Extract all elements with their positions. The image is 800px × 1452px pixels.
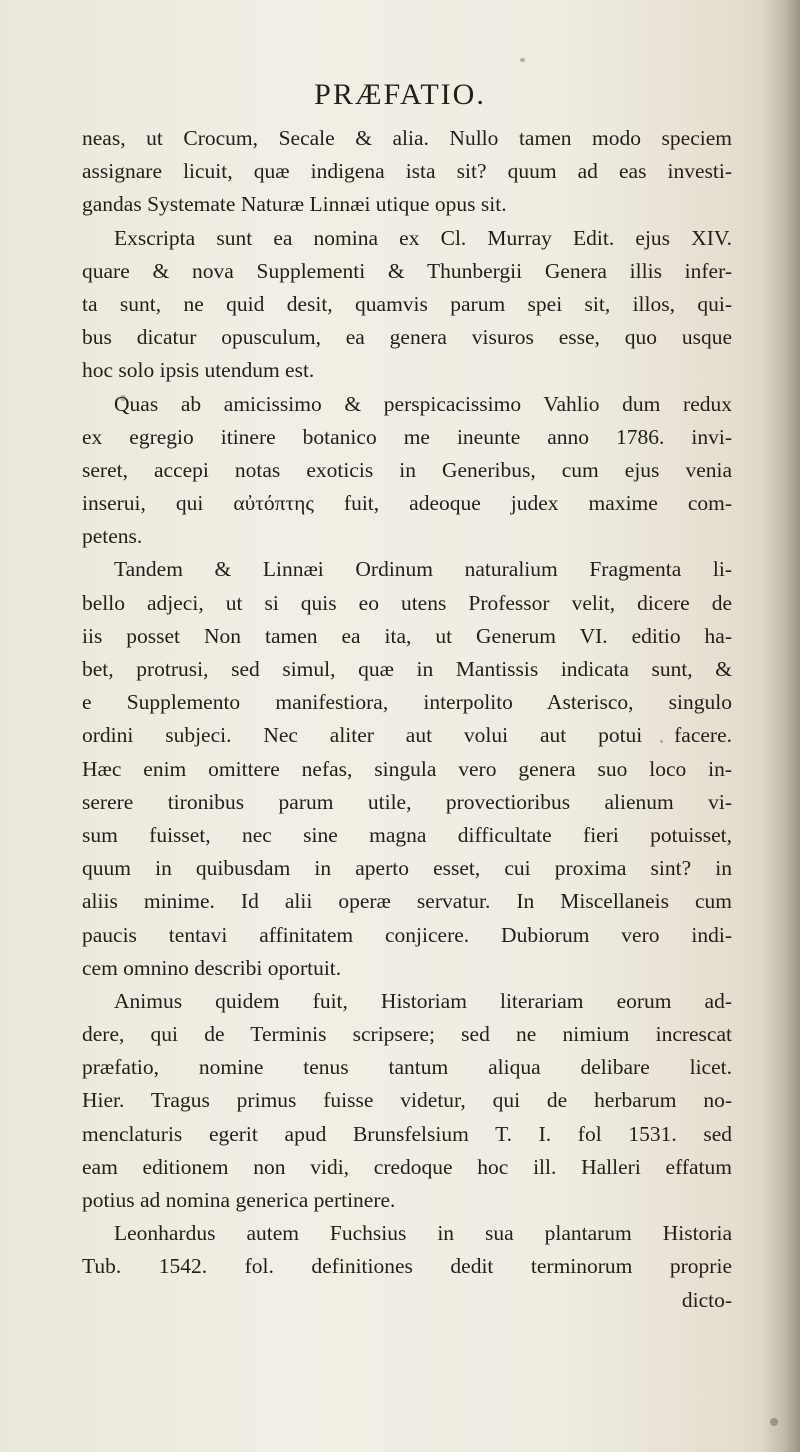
text-line: quum in quibusdam in aperto esset, cui proxima sint? in xyxy=(82,856,732,881)
text-line: bello adjeci, ut si quis eo utens Professor velit, dicere de xyxy=(82,590,732,615)
paper-speck xyxy=(520,58,525,62)
text-line: hoc solo ipsis utendum est. xyxy=(82,358,315,383)
text-line: ex egregio itinere botanico me ineunte anno 1786. invi- xyxy=(82,424,732,449)
page-title: PRÆFATIO. xyxy=(314,78,486,111)
paper-speck xyxy=(770,1418,778,1426)
text-line: petens. xyxy=(82,524,143,549)
text-line: quare & nova Supplementi & Thunbergii Genera illis infer- xyxy=(82,258,732,283)
catchword: dicto- xyxy=(681,1287,732,1312)
body-text xyxy=(82,122,732,1317)
text-line: serere tironibus parum utile, provectioribus alienum vi- xyxy=(82,789,732,814)
text-line: neas, ut Crocum, Secale & alia. Nullo tamen modo speciem xyxy=(82,126,732,150)
text-line: gandas Systemate Naturæ Linnæi utique opus sit. xyxy=(82,192,507,217)
text-line: Quas ab amicissimo & perspicacissimo Vahlio dum redux xyxy=(114,391,732,416)
text-line: Tandem & Linnæi Ordinum naturalium Fragmenta li- xyxy=(114,557,732,582)
text-line: præfatio, nomine tenus tantum aliqua delibare licet. xyxy=(82,1055,732,1080)
text-line: potius ad nomina generica pertinere. xyxy=(82,1188,396,1212)
page-edge-shadow xyxy=(760,0,800,1452)
text-line: bet, protrusi, sed simul, quæ in Mantissis indicata sunt, & xyxy=(82,657,732,681)
text-line: menclaturis egerit apud Brunsfelsium T. I. fol 1531. sed xyxy=(82,1121,732,1146)
text-line: assignare licuit, quæ indigena ista sit? quum ad eas investi- xyxy=(82,159,732,184)
text-line: seret, accepi notas exoticis in Generibus, cum ejus venia xyxy=(82,457,732,482)
text-line: Exscripta sunt ea nomina ex Cl. Murray Edit. ejus XIV. xyxy=(114,225,732,250)
text-line: ta sunt, ne quid desit, quamvis parum spei sit, illos, qui- xyxy=(82,291,732,316)
text-line: Animus quidem fuit, Historiam literariam eorum ad- xyxy=(114,988,732,1013)
text-line: Leonhardus autem Fuchsius in sua plantarum Historia xyxy=(114,1221,732,1246)
text-line: sum fuisset, nec sine magna difficultate fieri potuisset, xyxy=(82,822,732,847)
text-line: Hier. Tragus primus fuisse videtur, qui de herbarum no- xyxy=(82,1088,732,1113)
text-line: Hæc enim omittere nefas, singula vero genera suo loco in- xyxy=(82,756,732,781)
text-line: bus dicatur opusculum, ea genera visuros esse, quo usque xyxy=(82,325,732,350)
text-line: Tub. 1542. fol. definitiones dedit terminorum proprie xyxy=(82,1254,732,1279)
text-line: eam editionem non vidi, credoque hoc ill. Halleri effatum xyxy=(82,1154,732,1179)
text-line: dere, qui de Terminis scripsere; sed ne nimium increscat xyxy=(82,1022,732,1047)
text-line: aliis minime. Id alii operæ servatur. In Miscellaneis cum xyxy=(82,889,732,914)
text-line: cem omnino describi oportuit. xyxy=(82,955,342,980)
text-line: iis posset Non tamen ea ita, ut Generum VI. editio ha- xyxy=(82,623,732,648)
text-line: ordini subjeci. Nec aliter aut volui aut potui facere. xyxy=(82,723,732,748)
text-line: paucis tentavi affinitatem conjicere. Dubiorum vero indi- xyxy=(82,922,732,947)
text-line: inserui, qui αὐτόπτης fuit, adeoque judex maxime com- xyxy=(82,491,732,516)
text-line: e Supplemento manifestiora, interpolito Asterisco, singulo xyxy=(82,690,732,715)
